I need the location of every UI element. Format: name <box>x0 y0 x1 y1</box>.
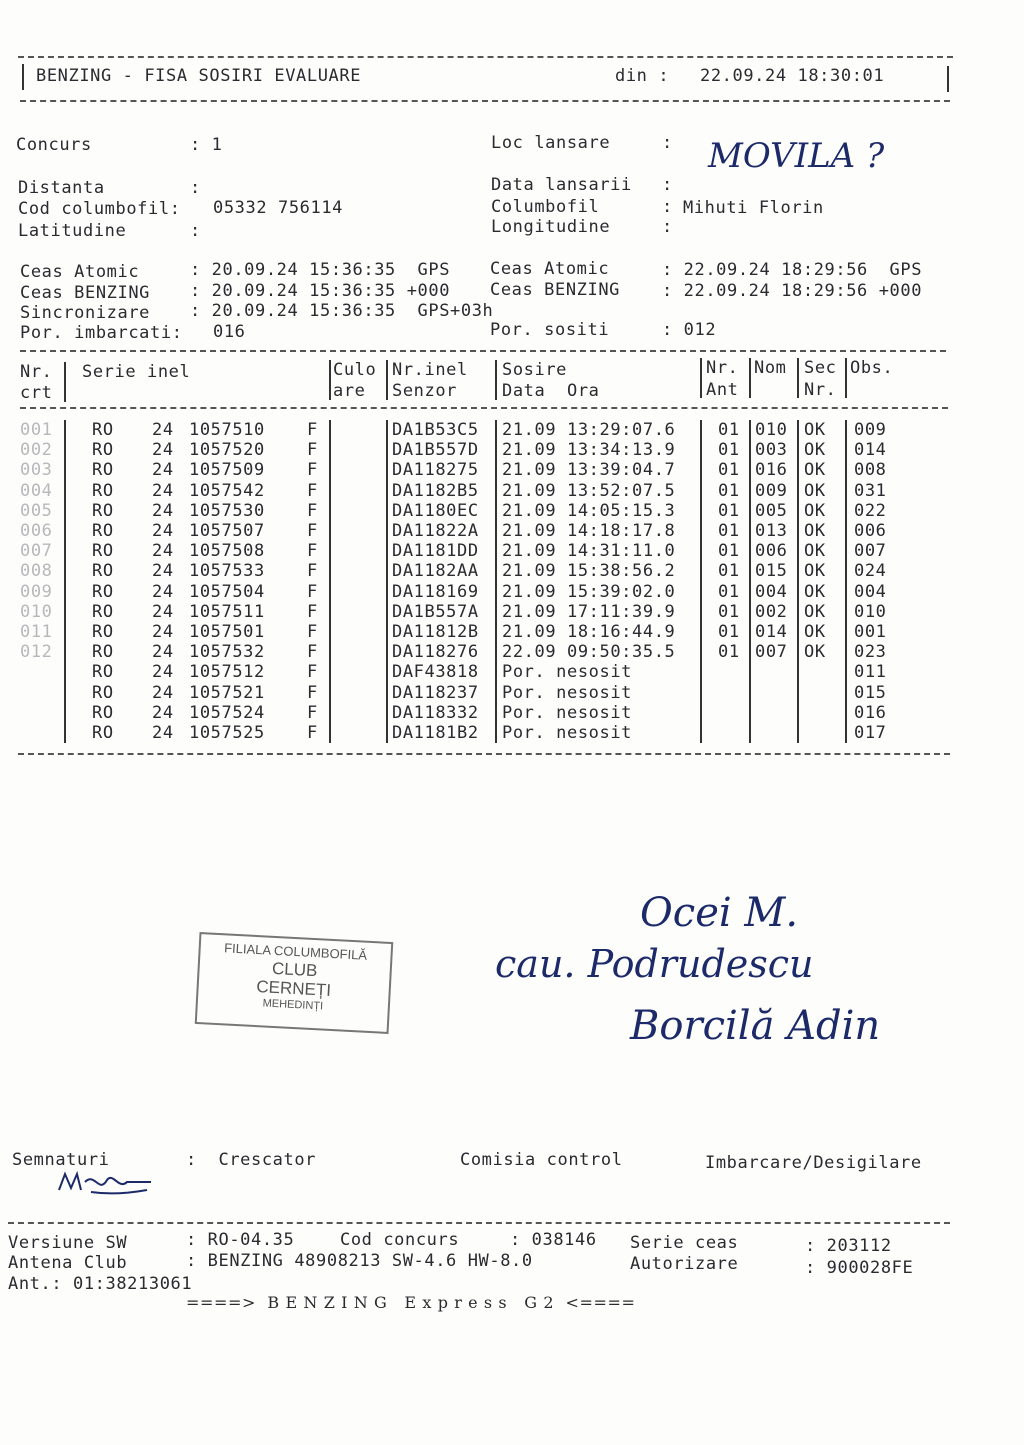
row-an: 24 <box>152 440 174 461</box>
header-sosire: Sosire <box>502 360 568 380</box>
row-sex: F <box>307 541 318 562</box>
row-sec-nr: OK <box>804 601 826 622</box>
r-ceas-atomic-label: Ceas Atomic <box>490 259 610 279</box>
ceas-atomic-value: : 20.09.24 15:36:35 GPS <box>190 260 451 280</box>
row-an: 24 <box>152 723 174 743</box>
col-sep <box>845 358 847 398</box>
header-nr-ant-2: Ant <box>706 380 739 400</box>
row-obs: 014 <box>854 440 887 461</box>
row-sosire: 21.09 14:31:11.0 <box>502 541 676 562</box>
row-senzor: DA118169 <box>392 581 479 602</box>
row-sosire: 21.09 17:11:39.9 <box>502 601 676 622</box>
table-row <box>0 723 1024 743</box>
row-sosire: Por. nesosit <box>502 662 633 683</box>
top-divider <box>18 56 953 58</box>
benzing-express-banner: ====> B E N Z I N G E x p r e s s G 2 <==== <box>186 1293 636 1312</box>
cod-columbofil-label: Cod columbofil: <box>18 199 181 219</box>
header-sec-2: Nr. <box>804 380 837 400</box>
row-sex: F <box>307 682 318 703</box>
row-nr-crt: 011 <box>20 622 53 642</box>
header-senzor: Senzor <box>392 381 458 401</box>
row-an: 24 <box>152 581 174 602</box>
row-sec-nr: OK <box>804 541 826 562</box>
row-senzor: DAF43818 <box>392 662 479 683</box>
comisia-control-label: Comisia control <box>460 1150 623 1170</box>
row-nr-ant: 01 <box>718 500 740 521</box>
handwritten-note-1: Ocei M. <box>640 890 799 936</box>
row-nr-crt: 008 <box>20 561 53 582</box>
row-sosire: Por. nesosit <box>502 702 633 723</box>
row-senzor: DA1181B2 <box>392 723 479 743</box>
row-sex: F <box>307 723 318 743</box>
row-nr-ant: 01 <box>718 460 740 481</box>
row-an: 24 <box>152 480 174 501</box>
col-sep <box>386 360 388 400</box>
cod-concurs-label: Cod concurs <box>340 1230 460 1250</box>
ceas-atomic-label: Ceas Atomic <box>20 262 140 282</box>
row-serie-inel: 1057511 <box>189 601 265 622</box>
columbofil-colon: : <box>662 197 673 217</box>
row-tara: RO <box>92 460 114 481</box>
row-sosire: 21.09 13:29:07.6 <box>502 420 676 440</box>
handwritten-note-2: cau. Podrudescu <box>495 942 814 986</box>
r-ceas-atomic-value: : 22.09.24 18:29:56 GPS <box>662 260 923 280</box>
header-data-ora: Data Ora <box>502 381 600 401</box>
stamp-line-3: CERNEȚI <box>255 977 332 1001</box>
row-obs: 006 <box>854 521 887 541</box>
row-serie-inel: 1057510 <box>189 420 265 440</box>
row-sosire: 21.09 15:38:56.2 <box>502 561 676 582</box>
concurs-value: : 1 <box>190 135 223 155</box>
row-nr-ant: 01 <box>718 420 740 440</box>
columbofil-value: Mihuti Florin <box>683 198 824 218</box>
row-sex: F <box>307 500 318 521</box>
row-tara: RO <box>92 561 114 582</box>
row-sosire: 22.09 09:50:35.5 <box>502 642 676 663</box>
row-serie-inel: 1057532 <box>189 642 265 663</box>
table-row <box>0 561 1024 581</box>
row-sex: F <box>307 460 318 481</box>
row-obs: 017 <box>854 723 887 743</box>
col-sep <box>495 360 497 400</box>
cod-columbofil-value: 05332 756114 <box>213 198 344 218</box>
table-row <box>0 440 1024 460</box>
latitudine-colon: : <box>190 221 201 241</box>
row-senzor: DA1B53C5 <box>392 420 479 440</box>
row-nom: 016 <box>755 460 788 481</box>
row-obs: 022 <box>854 500 887 521</box>
table-row <box>0 460 1024 480</box>
header-sec-1: Sec <box>804 358 837 378</box>
table-header-divider <box>20 407 948 409</box>
table-top-divider <box>20 350 946 352</box>
footer-divider <box>8 1222 950 1224</box>
row-nom: 009 <box>755 480 788 501</box>
row-nom: 005 <box>755 500 788 521</box>
antena-club-value: : BENZING 48908213 SW-4.6 HW-8.0 <box>186 1251 533 1271</box>
latitudine-label: Latitudine <box>18 221 127 241</box>
row-nr-crt: 009 <box>20 581 53 602</box>
versiune-sw-label: Versiune SW <box>8 1233 128 1253</box>
row-senzor: DA11812B <box>392 622 479 642</box>
ceas-benzing-label: Ceas BENZING <box>20 283 151 303</box>
table-row <box>0 662 1024 682</box>
row-nom: 013 <box>755 521 788 541</box>
row-sosire: 21.09 13:34:13.9 <box>502 440 676 461</box>
row-sex: F <box>307 702 318 723</box>
sincronizare-value: : 20.09.24 15:36:35 GPS+03h <box>190 301 494 321</box>
row-sec-nr: OK <box>804 500 826 521</box>
table-row <box>0 642 1024 662</box>
row-senzor: DA1182AA <box>392 561 479 582</box>
columbofil-label: Columbofil <box>491 197 600 217</box>
row-nr-ant: 01 <box>718 622 740 642</box>
table-row <box>0 481 1024 501</box>
row-sec-nr: OK <box>804 622 826 642</box>
row-tara: RO <box>92 521 114 541</box>
row-sex: F <box>307 521 318 541</box>
col-sep <box>64 362 66 402</box>
row-obs: 008 <box>854 460 887 481</box>
stamp-line-2: CLUB <box>271 958 318 981</box>
row-serie-inel: 1057533 <box>189 561 265 582</box>
table-row <box>0 683 1024 703</box>
row-nr-ant: 01 <box>718 581 740 602</box>
row-senzor: DA1182B5 <box>392 480 479 501</box>
autorizare-label: Autorizare <box>630 1254 739 1274</box>
row-an: 24 <box>152 601 174 622</box>
row-serie-inel: 1057507 <box>189 521 265 541</box>
col-sep <box>700 358 702 398</box>
row-nr-crt: 004 <box>20 480 53 501</box>
r-ceas-benzing-label: Ceas BENZING <box>490 280 621 300</box>
row-an: 24 <box>152 521 174 541</box>
row-obs: 010 <box>854 601 887 622</box>
document-title: BENZING - FISA SOSIRI EVALUARE <box>36 66 362 86</box>
row-sec-nr: OK <box>804 440 826 461</box>
row-sosire: 21.09 14:05:15.3 <box>502 500 676 521</box>
data-lansarii-label: Data lansarii <box>491 175 632 195</box>
header-serie-inel: Serie inel <box>82 362 191 382</box>
stamp-line-4: MEHEDINȚI <box>262 997 324 1013</box>
row-obs: 004 <box>854 581 887 602</box>
row-sex: F <box>307 480 318 501</box>
r-ceas-benzing-value: : 22.09.24 18:29:56 +000 <box>662 281 923 301</box>
header-culoare-2: are <box>333 381 366 401</box>
row-senzor: DA118276 <box>392 642 479 663</box>
row-sosire: Por. nesosit <box>502 682 633 703</box>
row-nr-crt: 001 <box>20 420 53 440</box>
table-bottom-divider <box>18 753 950 755</box>
row-serie-inel: 1057504 <box>189 581 265 602</box>
col-sep <box>797 358 799 398</box>
row-nr-crt: 007 <box>20 541 53 562</box>
row-obs: 009 <box>854 420 887 440</box>
row-nom: 006 <box>755 541 788 562</box>
row-sosire: Por. nesosit <box>502 723 633 743</box>
concurs-label: Concurs <box>16 135 92 155</box>
header-nom: Nom <box>754 358 787 378</box>
header-left-bar <box>22 64 24 90</box>
distanta-colon: : <box>190 178 201 198</box>
row-nr-crt: 003 <box>20 460 53 481</box>
header-culoare-1: Culo <box>333 360 377 380</box>
table-row <box>0 521 1024 541</box>
row-an: 24 <box>152 420 174 440</box>
row-an: 24 <box>152 541 174 562</box>
table-row <box>0 602 1024 622</box>
row-sex: F <box>307 601 318 622</box>
header-nr-inel: Nr.inel <box>392 360 468 380</box>
row-sec-nr: OK <box>804 561 826 582</box>
row-tara: RO <box>92 541 114 562</box>
cod-concurs-value: : 038146 <box>510 1230 597 1250</box>
loc-lansare-handwritten: MOVILA ? <box>708 136 885 176</box>
row-nr-crt: 002 <box>20 440 53 461</box>
table-row <box>0 622 1024 642</box>
row-serie-inel: 1057508 <box>189 541 265 562</box>
row-an: 24 <box>152 642 174 663</box>
row-nr-ant: 01 <box>718 480 740 501</box>
header-right-bar <box>947 66 949 92</box>
row-nr-crt: 005 <box>20 500 53 521</box>
row-sosire: 21.09 14:18:17.8 <box>502 521 676 541</box>
row-senzor: DA1181DD <box>392 541 479 562</box>
antena-club-label: Antena Club <box>8 1253 128 1273</box>
row-nr-ant: 01 <box>718 642 740 663</box>
sincronizare-label: Sincronizare <box>20 303 151 323</box>
row-an: 24 <box>152 682 174 703</box>
row-serie-inel: 1057501 <box>189 622 265 642</box>
header-divider <box>20 100 950 102</box>
row-sosire: 21.09 13:52:07.5 <box>502 480 676 501</box>
header-nr: Nr. <box>20 362 53 382</box>
row-tara: RO <box>92 440 114 461</box>
signature-scribble <box>55 1168 155 1198</box>
row-nr-ant: 01 <box>718 541 740 562</box>
row-nr-ant: 01 <box>718 440 740 461</box>
row-obs: 016 <box>854 702 887 723</box>
row-sex: F <box>307 622 318 642</box>
row-tara: RO <box>92 723 114 743</box>
row-obs: 015 <box>854 682 887 703</box>
row-senzor: DA118332 <box>392 702 479 723</box>
semnaturi-label: Semnaturi <box>12 1150 110 1170</box>
serie-ceas-value: : 203112 <box>805 1236 892 1256</box>
row-obs: 024 <box>854 561 887 582</box>
row-nom: 015 <box>755 561 788 582</box>
crescator-label: : Crescator <box>186 1150 317 1170</box>
row-nr-crt: 006 <box>20 521 53 541</box>
loc-lansare-label: Loc lansare <box>491 133 611 153</box>
date-label: din : <box>615 66 670 86</box>
row-serie-inel: 1057512 <box>189 662 265 683</box>
row-tara: RO <box>92 581 114 602</box>
loc-lansare-colon: : <box>662 133 673 153</box>
table-row <box>0 420 1024 440</box>
row-sec-nr: OK <box>804 642 826 663</box>
por-sositi-value: : 012 <box>662 320 717 340</box>
row-senzor: DA118275 <box>392 460 479 481</box>
row-an: 24 <box>152 561 174 582</box>
row-tara: RO <box>92 500 114 521</box>
por-imbarcati-label: Por. imbarcati: <box>20 323 183 343</box>
imbarcare-label: Imbarcare/Desigilare <box>705 1153 922 1173</box>
row-nr-ant: 01 <box>718 561 740 582</box>
row-nom: 014 <box>755 622 788 642</box>
row-obs: 007 <box>854 541 887 562</box>
row-nr-ant: 01 <box>718 521 740 541</box>
row-sec-nr: OK <box>804 521 826 541</box>
row-serie-inel: 1057509 <box>189 460 265 481</box>
row-sex: F <box>307 662 318 683</box>
row-tara: RO <box>92 420 114 440</box>
row-tara: RO <box>92 662 114 683</box>
stamp-line-1: FILIALA COLUMBOFILĂ <box>223 940 368 963</box>
row-sec-nr: OK <box>804 460 826 481</box>
row-tara: RO <box>92 622 114 642</box>
row-tara: RO <box>92 682 114 703</box>
table-row <box>0 501 1024 521</box>
row-an: 24 <box>152 662 174 683</box>
row-an: 24 <box>152 500 174 521</box>
row-senzor: DA1180EC <box>392 500 479 521</box>
row-serie-inel: 1057525 <box>189 723 265 743</box>
row-tara: RO <box>92 601 114 622</box>
row-nr-crt: 012 <box>20 642 53 663</box>
longitudine-colon: : <box>662 217 673 237</box>
longitudine-label: Longitudine <box>491 217 611 237</box>
por-sositi-label: Por. sositi <box>490 320 610 340</box>
row-nr-ant: 01 <box>718 601 740 622</box>
header-crt: crt <box>20 383 53 403</box>
row-senzor: DA1B557D <box>392 440 479 461</box>
row-tara: RO <box>92 642 114 663</box>
row-serie-inel: 1057520 <box>189 440 265 461</box>
header-nr-ant-1: Nr. <box>706 358 739 378</box>
autorizare-value: : 900028FE <box>805 1258 914 1278</box>
row-nom: 010 <box>755 420 788 440</box>
table-row <box>0 703 1024 723</box>
row-tara: RO <box>92 702 114 723</box>
row-sosire: 21.09 18:16:44.9 <box>502 622 676 642</box>
row-sosire: 21.09 13:39:04.7 <box>502 460 676 481</box>
row-sex: F <box>307 440 318 461</box>
row-an: 24 <box>152 702 174 723</box>
ceas-benzing-value: : 20.09.24 15:36:35 +000 <box>190 281 451 301</box>
row-obs: 031 <box>854 480 887 501</box>
col-sep <box>329 360 331 400</box>
por-imbarcati-value: 016 <box>213 322 246 342</box>
row-serie-inel: 1057542 <box>189 480 265 501</box>
row-serie-inel: 1057521 <box>189 682 265 703</box>
ant-line: Ant.: 01:38213061 <box>8 1274 193 1294</box>
row-obs: 023 <box>854 642 887 663</box>
row-senzor: DA1B557A <box>392 601 479 622</box>
serie-ceas-label: Serie ceas <box>630 1233 739 1253</box>
versiune-sw-value: : RO-04.35 <box>186 1230 295 1250</box>
row-nom: 004 <box>755 581 788 602</box>
date-value: 22.09.24 18:30:01 <box>700 66 885 86</box>
row-sosire: 21.09 15:39:02.0 <box>502 581 676 602</box>
row-tara: RO <box>92 480 114 501</box>
row-nom: 002 <box>755 601 788 622</box>
row-sec-nr: OK <box>804 480 826 501</box>
data-lansarii-colon: : <box>662 175 673 195</box>
row-obs: 011 <box>854 662 887 683</box>
row-serie-inel: 1057524 <box>189 702 265 723</box>
row-senzor: DA118237 <box>392 682 479 703</box>
handwritten-note-3: Borcilă Adin <box>630 1003 881 1049</box>
row-an: 24 <box>152 460 174 481</box>
row-obs: 001 <box>854 622 887 642</box>
header-obs: Obs. <box>850 358 894 378</box>
row-nom: 003 <box>755 440 788 461</box>
table-row <box>0 541 1024 561</box>
distanta-label: Distanta <box>18 178 105 198</box>
table-row <box>0 582 1024 602</box>
row-sec-nr: OK <box>804 581 826 602</box>
col-sep <box>749 358 751 398</box>
row-nr-crt: 010 <box>20 601 53 622</box>
row-sex: F <box>307 561 318 582</box>
row-sex: F <box>307 642 318 663</box>
row-serie-inel: 1057530 <box>189 500 265 521</box>
row-sec-nr: OK <box>804 420 826 440</box>
row-nom: 007 <box>755 642 788 663</box>
club-stamp <box>195 932 394 1034</box>
row-sex: F <box>307 581 318 602</box>
row-an: 24 <box>152 622 174 642</box>
row-senzor: DA11822A <box>392 521 479 541</box>
row-sex: F <box>307 420 318 440</box>
